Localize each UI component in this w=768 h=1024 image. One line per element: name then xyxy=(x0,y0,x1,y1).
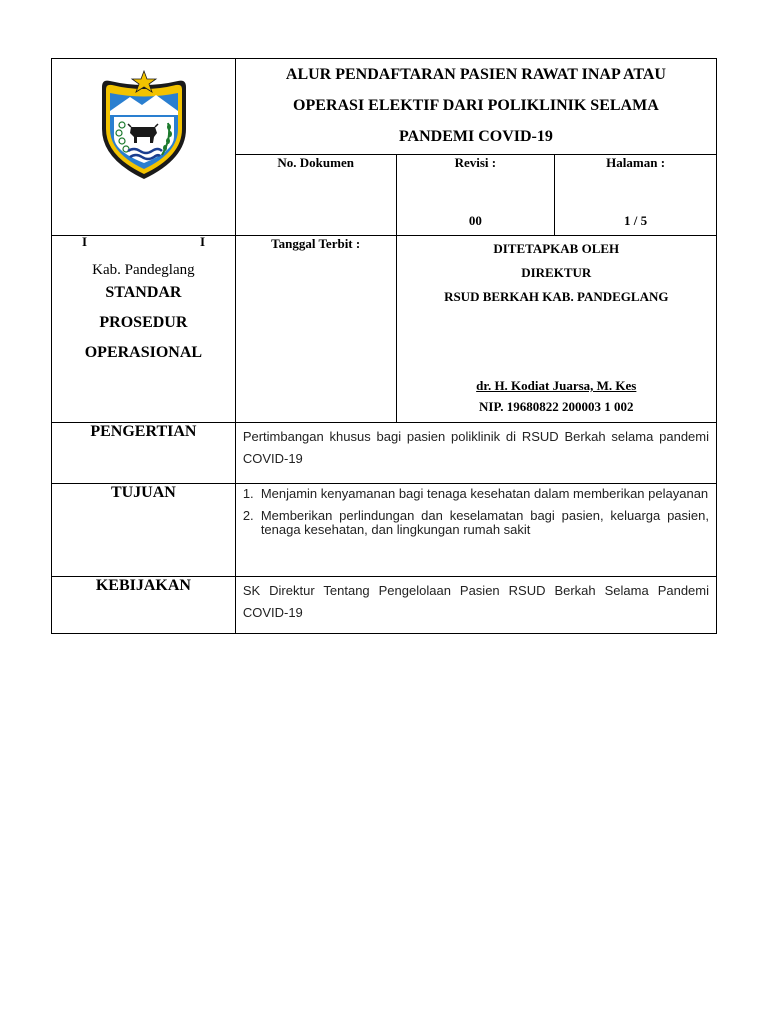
section-row-pengertian xyxy=(52,423,717,484)
revisi-label: Revisi : xyxy=(454,155,497,170)
tujuan-content xyxy=(235,484,716,577)
section-row-kebijakan xyxy=(52,577,717,634)
revisi-value: 00 xyxy=(468,213,482,228)
halaman-label: Halaman : xyxy=(606,155,666,170)
tanggal-terbit-cell xyxy=(235,236,396,423)
logo-cell xyxy=(52,59,236,278)
list-item-number: 1. xyxy=(242,486,254,501)
ditetapkan-line: RSUD BERKAH KAB. PANDEGLANG xyxy=(444,289,669,304)
title-line: PANDEMI COVID-19 xyxy=(398,128,553,145)
tanggal-terbit-label: Tanggal Terbit : xyxy=(271,236,361,251)
sop-title-line: STANDAR xyxy=(105,284,182,301)
logo-mark-right: I xyxy=(200,234,206,249)
section-row-tujuan xyxy=(52,484,717,577)
ditetapkan-cell xyxy=(396,236,716,423)
sop-title-line: PROSEDUR xyxy=(99,314,188,331)
list-item-text: Memberikan perlindungan dan keselamatan bagi pasien, keluarga pasien, tenaga kesehatan, dan lingkungan rumah sakit xyxy=(260,508,709,537)
regency-coat-of-arms-icon xyxy=(84,67,204,182)
halaman-value: 1 / 5 xyxy=(624,213,648,228)
tujuan-label: TUJUAN xyxy=(52,484,236,577)
revisi-cell xyxy=(396,155,555,236)
no-dokumen-label: No. Dokumen xyxy=(277,155,354,170)
list-item xyxy=(243,487,709,501)
list-item-text: Menjamin kenyamanan bagi tenaga kesehatan dalam memberikan pelayanan xyxy=(260,486,709,501)
kebijakan-text: SK Direktur Tentang Pengelolaan Pasien RSUD Berkah Selama Pandemi COVID-19 xyxy=(235,577,716,634)
sop-header-table xyxy=(51,58,717,634)
signatory-nip: NIP. 19680822 200003 1 002 xyxy=(479,399,634,414)
list-item-number: 2. xyxy=(242,508,254,523)
document-title xyxy=(235,59,716,155)
logo-mark-left: I xyxy=(82,234,88,249)
halaman-cell xyxy=(555,155,717,236)
kebijakan-label: KEBIJAKAN xyxy=(52,577,236,634)
ditetapkan-line: DITETAPKAB OLEH xyxy=(493,241,620,256)
sop-title-line: OPERASIONAL xyxy=(84,344,203,361)
ditetapkan-line: DIREKTUR xyxy=(521,265,592,280)
institution-name: Kab. Pandeglang xyxy=(92,262,195,278)
pengertian-label: PENGERTIAN xyxy=(52,423,236,484)
list-item xyxy=(243,509,709,537)
signatory-name: dr. H. Kodiat Juarsa, M. Kes xyxy=(476,378,637,393)
no-dokumen-cell xyxy=(235,155,396,236)
title-line: OPERASI ELEKTIF DARI POLIKLINIK SELAMA xyxy=(293,97,659,114)
tujuan-list xyxy=(243,487,709,537)
title-line: ALUR PENDAFTARAN PASIEN RAWAT INAP ATAU xyxy=(285,66,666,83)
pengertian-text: Pertimbangan khusus bagi pasien poliklinik di RSUD Berkah selama pandemi COVID-19 xyxy=(235,423,716,484)
